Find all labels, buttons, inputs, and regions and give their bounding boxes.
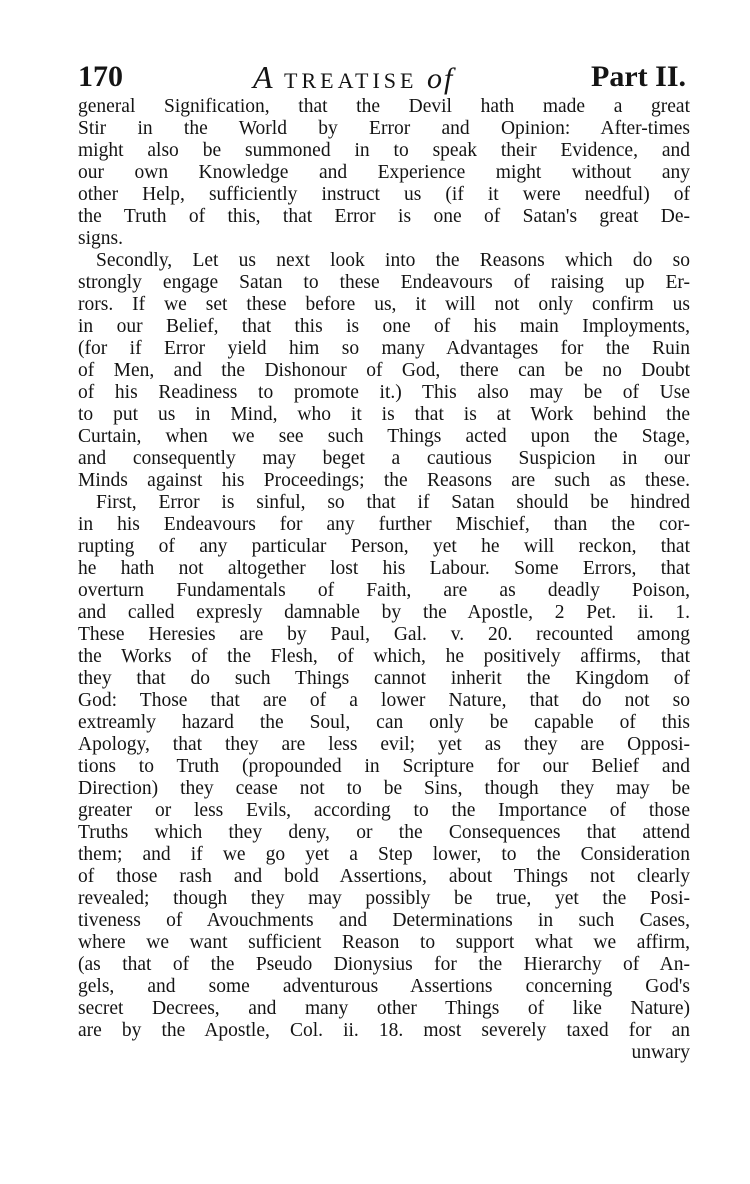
text-line: tiveness of Avouchments and Determinations in such Cases, — [78, 910, 690, 931]
text-line: overturn Fundamentals of Faith, are as deadly Poison, — [78, 580, 690, 601]
text-line: Minds against his Proceedings; the Reasons are such as these. — [78, 470, 690, 491]
text-line: and called expresly damnable by the Apostle, 2 Pet. ii. 1. — [78, 602, 690, 623]
title-of: of — [427, 62, 455, 95]
text-line: secret Decrees, and many other Things of like Nature) — [78, 998, 690, 1019]
text-line: Direction) they cease not to be Sins, though they may be — [78, 778, 690, 799]
text-line: strongly engage Satan to these Endeavours of raising up Er- — [78, 272, 690, 293]
text-line: and consequently may beget a cautious Suspicion in our — [78, 448, 690, 469]
text-line: of his Readiness to promote it.) This also may be of Use — [78, 382, 690, 403]
running-title — [253, 60, 454, 98]
text-line: he hath not altogether lost his Labour. Some Errors, that — [78, 558, 690, 579]
text-line: signs. — [78, 228, 123, 249]
text-line: other Help, sufficiently instruct us (if it were needful) of — [78, 184, 690, 205]
text-line: First, Error is sinful, so that if Satan should be hindred — [96, 492, 690, 513]
text-line: general Signification, that the Devil hath made a great — [78, 96, 690, 117]
text-line: revealed; though they may possibly be true, yet the Posi- — [78, 888, 690, 909]
text-line: Stir in the World by Error and Opinion: After-times — [78, 118, 690, 139]
text-line: Truths which they deny, or the Consequences that attend — [78, 822, 690, 843]
text-line: where we want sufficient Reason to support what we affirm, — [78, 932, 690, 953]
text-line: in his Endeavours for any further Mischief, than the cor- — [78, 514, 690, 535]
running-header — [78, 60, 686, 94]
text-line: rupting of any particular Person, yet he will reckon, that — [78, 536, 690, 557]
text-line: might also be summoned in to speak their Evidence, and — [78, 140, 690, 161]
text-line: Apology, that they are less evil; yet as they are Opposi- — [78, 734, 690, 755]
text-line: rors. If we set these before us, it will not only confirm us — [78, 294, 690, 315]
text-line: in our Belief, that this is one of his main Imployments, — [78, 316, 690, 337]
text-line: Secondly, Let us next look into the Reasons which do so — [96, 250, 690, 271]
text-line: are by the Apostle, Col. ii. 18. most severely taxed for an — [78, 1020, 690, 1041]
body-text — [78, 96, 690, 1064]
text-line: extreamly hazard the Soul, can only be capable of this — [78, 712, 690, 733]
text-line: the Works of the Flesh, of which, he positively affirms, that — [78, 646, 690, 667]
text-line: greater or less Evils, according to the Importance of those — [78, 800, 690, 821]
title-initial: A — [253, 59, 275, 95]
text-line: gels, and some adventurous Assertions concerning God's — [78, 976, 690, 997]
text-line: to put us in Mind, who it is that is at Work behind the — [78, 404, 690, 425]
text-line: (as that of the Pseudo Dionysius for the Hierarchy of An- — [78, 954, 690, 975]
text-line: These Heresies are by Paul, Gal. v. 20. recounted among — [78, 624, 690, 645]
text-line: God: Those that are of a lower Nature, that do not so — [78, 690, 690, 711]
text-line: Curtain, when we see such Things acted upon the Stage, — [78, 426, 690, 447]
title-word: TREATISE — [284, 68, 418, 93]
text-line: of Men, and the Dishonour of God, there can be no Doubt — [78, 360, 690, 381]
text-line: them; and if we go yet a Step lower, to the Consideration — [78, 844, 690, 865]
catchword: unwary — [631, 1042, 690, 1063]
text-line: tions to Truth (propounded in Scripture for our Belief and — [78, 756, 690, 777]
text-line: (for if Error yield him so many Advantages for the Ruin — [78, 338, 690, 359]
text-line: of those rash and bold Assertions, about Things not clearly — [78, 866, 690, 887]
page-number: 170 — [78, 60, 123, 93]
text-line: the Truth of this, that Error is one of Satan's great De- — [78, 206, 690, 227]
part-label: Part II. — [591, 60, 686, 93]
text-line: our own Knowledge and Experience might without any — [78, 162, 690, 183]
text-line: they that do such Things cannot inherit the Kingdom of — [78, 668, 690, 689]
